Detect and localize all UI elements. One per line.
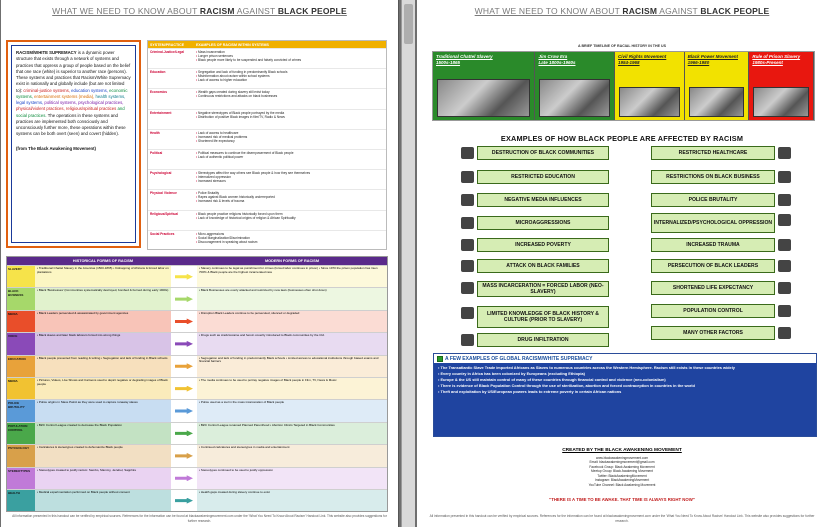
arrow-shape	[175, 363, 193, 369]
history-row	[7, 265, 387, 287]
era-caption	[752, 54, 800, 66]
modern-form: • Drugs such as crack/cocaine and heroin covertly introduced to Black communities by the CIA	[197, 333, 387, 354]
contact-line: www.blackawakeningmovement.com	[595, 456, 649, 460]
history-label: HEALTH	[7, 490, 35, 511]
contact-line: Email: blackawakeningmovement@gmail.com	[589, 460, 655, 465]
page-two-footer: All information presented in this handout can be verified by empirical sources. References for the information can be found at blackawakeningmovement.com under the 'What You Need To Know About Racism' Handout Link. This website also provides suggestions for further research.	[429, 514, 815, 523]
era-name: Civil Rights Movement	[618, 54, 667, 59]
page-title-2	[417, 6, 827, 16]
historical-form: • Black slaves and later black laborers forced into wrong things	[35, 333, 171, 354]
practice-examples	[194, 89, 386, 108]
title-black-people: BLACK PEOPLE	[277, 6, 347, 16]
effect-icon	[461, 282, 474, 294]
timeline-era	[615, 52, 685, 120]
global-item: • The Transatlantic Slave Trade imported Africans as Slaves to numerous countries across the Western Hemisphere. Racism still exists in these countries widely	[438, 365, 735, 370]
effect-icon	[461, 147, 474, 159]
history-row	[7, 377, 387, 399]
historical-form: • Birth Control League created to decrease the Black Population	[35, 423, 171, 444]
practice-example: • Stereotypes affect the way others see Black people & how they see themselves	[196, 171, 384, 175]
practice-name: Economics	[150, 90, 168, 95]
practice-example: • Misinformation about racism within school systems	[196, 74, 384, 78]
modern-form: • Segregation and lack of funding in predominantly Black schools • Limited access to educational institutions through biased exams and financial barriers	[197, 356, 387, 377]
page-one-footer: All information presented in this handout can be verified by empirical sources. References for the information can be found at blackawakeningmovement.com under the 'What You Need To Know About Racism' Handout Link. This website also provides suggestions for further research.	[12, 514, 387, 523]
historical-form: • Police origins in Slave Patrol as they were used to capture runaway slaves	[35, 400, 171, 421]
effect-left: NEGATIVE MEDIA INFLUENCES	[477, 193, 609, 207]
practice-example: • Shortened life expectancy	[196, 139, 384, 143]
practice-physical: physical/violent practices,	[16, 106, 65, 112]
creators-title: CREATED BY THE BLACK AWAKENING MOVEMENT	[562, 448, 682, 453]
historical-form: • Caricatures & stereotypes created to dehumanize Black people	[35, 445, 171, 466]
arrow-icon	[171, 266, 197, 287]
history-label: STEREOTYPES	[7, 468, 35, 489]
practice-example: • Wealth gaps created during slavery still exist today	[196, 90, 384, 94]
era-caption	[538, 54, 575, 66]
practice-example: • Police Brutality	[196, 191, 384, 195]
era-caption	[618, 54, 666, 66]
effect-icon	[778, 171, 791, 183]
title-mid: AGAINST	[234, 6, 278, 16]
practice-example: • Increased stressors	[196, 179, 384, 183]
history-row	[7, 422, 387, 444]
modern-form: • Slavery continues to be legal as punishment for crimes (forced labor continues in prison) • Since 1970 the prison population has risen 700% & Black people are the highest incarcerated race	[197, 266, 387, 287]
global-title: A FEW EXAMPLES OF GLOBAL RACISM/WHITE SUPREMACY	[445, 355, 593, 362]
effect-icon	[461, 334, 474, 346]
contact-line: Meetup Group: Black Awakening Movement	[591, 469, 653, 474]
system-political: political systems,	[43, 100, 77, 106]
effect-right: PERSECUTION OF BLACK LEADERS	[651, 259, 775, 273]
system-legal: legal systems,	[16, 100, 44, 106]
practice-religious: religious/spiritual practices	[64, 106, 117, 112]
practice-example: • Lack of authentic political power	[196, 155, 384, 159]
global-item: • Every country in Africa has been colonized by Europeans (excluding Ethiopia)	[438, 371, 585, 377]
history-label: BLACK BUSINESS	[7, 288, 35, 309]
title-racism-2: RACISM	[622, 6, 658, 16]
practices-header-system: SYSTEM/PRACTICE	[150, 42, 185, 47]
effect-right: SHORTENED LIFE EXPECTANCY	[651, 281, 775, 295]
practice-example: • Segregation and lack of funding in predominantly Black schools	[196, 70, 384, 74]
title-black-people-2: BLACK PEOPLE	[700, 6, 770, 16]
history-label: POLICE BRUTALITY	[7, 400, 35, 421]
arrow-icon	[171, 288, 197, 309]
arrow-shape	[175, 296, 193, 302]
era-name: Black Power Movement	[687, 54, 738, 59]
effect-right: POPULATION CONTROL	[651, 304, 775, 318]
history-label: EDUCATION	[7, 356, 35, 377]
historical-form: • Black 'Businesses' (Communities systematically destroyed, bombed & burned during early 1900s)	[35, 288, 171, 309]
history-table	[6, 256, 388, 512]
effect-icon	[778, 239, 791, 251]
era-photo	[539, 79, 610, 117]
modern-form: • Disruption Black Leaders continue to be persecuted, silenced or degraded	[197, 311, 387, 332]
practice-row	[148, 189, 386, 209]
contact-line: Twitter: BlackAwakeningMovement	[597, 473, 647, 478]
practice-examples	[194, 49, 386, 68]
arrow-shape	[175, 475, 193, 481]
page-one	[1, 0, 399, 527]
global-item: • Europe & the US still maintain control of many of these countries through financial control and violence (neo-colonialism)	[438, 377, 666, 383]
history-row	[7, 332, 387, 354]
practice-example: • Distribution of positive Black images in film/TV, Radio & News	[196, 115, 384, 119]
history-label: MEDIA	[7, 378, 35, 399]
effect-icon	[778, 327, 791, 339]
effect-right: INTERNALIZED/PSYCHOLOGICAL OPPRESSION	[651, 213, 775, 233]
practice-example: • Micro-aggressions	[196, 232, 384, 236]
practice-example: • Political measures to continue the disempowerment of Black people	[196, 151, 384, 155]
historical-form: • Pictures, Videos, Live Shows and Cartoons used to depict negative or degrading images of Black people	[35, 378, 171, 399]
practice-name: Political	[150, 150, 163, 155]
practice-example: • Lack of access to healthcare	[196, 131, 384, 135]
history-row	[7, 310, 387, 332]
system-health: health systems,	[94, 93, 126, 99]
scroll-thumb[interactable]	[404, 4, 413, 44]
practice-examples	[194, 130, 386, 149]
effect-left: DESTRUCTION OF BLACK COMMUNITIES	[477, 146, 609, 160]
modern-form: • Health gaps created during slavery continue to exist	[197, 490, 387, 511]
timeline-era	[535, 52, 615, 120]
checkbox-icon	[437, 356, 443, 362]
era-name: Jim Crow Era	[538, 54, 568, 59]
modern-form: • The media continues to be used to portray negative images of Black people in Film, TV, News & Music	[197, 378, 387, 399]
historical-form: • Traditional Chattel Slavery in the Americas (1500-1865) • Kidnapping of Africans & forced labor on plantations	[35, 266, 171, 287]
effect-left: ATTACK ON BLACK FAMILIES	[477, 259, 609, 273]
effect-right: POLICE BRUTALITY	[651, 193, 775, 207]
arrow-shape	[175, 453, 193, 459]
effect-icon	[461, 171, 474, 183]
era-years: Late 1800s-1960s	[538, 59, 576, 65]
historical-form: • Stereotypes created to justify racism: Sambo, Mammy, Jezebel, Sapphire	[35, 468, 171, 489]
era-photo	[619, 87, 680, 117]
era-years: 1500s-1865	[436, 59, 461, 65]
modern-form: • Birth Control League renamed Planned Parenthood • Abortion Clinics Targeted in Black Communities	[197, 423, 387, 444]
definition-body: is a dynamic power structure that exists through a network of systems and practices that oppress a group of people based on the belief that one race (white) is superior to another race (persons). These systems and practices that Racism/White Supremacy exist in nationally and globally include (but are not limited to):	[16, 50, 131, 93]
era-name: Rule of Prison Slavery	[752, 54, 801, 59]
timeline-title: A BRIEF TIMELINE OF RACIAL HISTORY IN THE US	[578, 44, 666, 48]
arrow-icon	[171, 356, 197, 377]
effect-icon	[461, 239, 474, 251]
contact-line: Instagram: BlackAwakeningMovement	[594, 478, 650, 483]
arrow-icon	[171, 445, 197, 466]
effect-left: MICROAGGRESSIONS	[477, 216, 609, 230]
practice-examples	[194, 150, 386, 169]
history-row	[7, 444, 387, 466]
modern-form: • Continued caricatures and stereotypes in media and entertainment	[197, 445, 387, 466]
practice-example: • Lack of knowledge of historical origins of religion & African Spirituality	[196, 216, 384, 220]
history-row	[7, 399, 387, 421]
practice-row	[148, 48, 386, 68]
practice-psychological: psychological practices,	[76, 100, 124, 106]
arrow-icon	[171, 378, 197, 399]
modern-form: • Black Businesses are overly attacked and restricted by new laws (businesses often shut down)	[197, 288, 387, 309]
timeline-era	[433, 52, 535, 120]
timeline-era	[749, 52, 814, 120]
era-years: 1966-1980	[687, 59, 710, 65]
definition-source: (from The Black Awakening Movement)	[16, 145, 96, 151]
historical-form: • Black Leaders persecuted & assassinated by government agencies	[35, 311, 171, 332]
practice-name: Criminal-Justice/Legal	[150, 50, 185, 54]
practice-examples	[194, 69, 386, 88]
practice-example: • Discouragement in speaking about racism	[196, 240, 384, 244]
definition-term: RACISM/WHITE SUPREMACY	[16, 50, 77, 55]
definition-body-2: The operations in these systems and practices are implemented both consciously and unconsciously further more, these operations within these systems can be both overt (seen) and covert (hidden).	[16, 112, 126, 137]
history-label: VOICE	[7, 333, 35, 354]
effect-right: INCREASED TRAUMA	[651, 238, 775, 252]
system-criminal: criminal-justice systems,	[23, 87, 70, 93]
history-row	[7, 489, 387, 511]
era-photo	[437, 79, 530, 117]
global-racism-box	[433, 353, 817, 437]
practice-example: • Negative stereotypes of Black people portrayed by the media	[196, 111, 384, 115]
era-caption	[436, 54, 493, 66]
system-entertainment: entertainment systems (media),	[32, 93, 95, 99]
history-header-modern: MODERN FORMS OF RACISM	[197, 257, 387, 265]
title-prefix: WHAT WE NEED TO KNOW ABOUT	[52, 6, 200, 16]
practice-example: • Longer prison sentences	[196, 54, 384, 58]
arrow-icon	[171, 423, 197, 444]
practice-social: and social practices.	[16, 106, 125, 118]
effect-icon	[778, 260, 791, 272]
era-photo	[689, 87, 745, 117]
effect-left: MASS INCARCERATION = FORCED LABOR (NEO-SLAVERY)	[477, 281, 609, 297]
effect-icon	[461, 260, 474, 272]
practice-name: Education	[150, 70, 166, 75]
history-row	[7, 467, 387, 489]
practice-example: • Social Marginalization/Discrimination	[196, 236, 384, 240]
effect-icon	[461, 194, 474, 206]
effect-right: MANY OTHER FACTORS	[651, 326, 775, 340]
title-racism: RACISM	[199, 6, 235, 16]
practice-row	[148, 68, 386, 88]
practice-row	[148, 88, 386, 108]
practice-example: • Increased risk & levels of trauma	[196, 199, 384, 203]
closing-quote: "THERE IS A TIME TO BE AWAKE. THAT TIME IS ALWAYS RIGHT NOW"	[549, 497, 695, 502]
page-two	[417, 0, 827, 527]
practice-examples	[194, 170, 386, 189]
history-header-historical: HISTORICAL FORMS OF RACISM	[35, 257, 171, 265]
modern-form: • Police used as a tool in the mass incarceration of Black people	[197, 400, 387, 421]
arrow-shape	[175, 274, 193, 280]
arrow-shape	[175, 341, 193, 347]
arrow-icon	[171, 400, 197, 421]
effect-right: RESTRICTIONS ON BLACK BUSINESS	[651, 170, 775, 184]
page-title	[1, 6, 398, 16]
effect-icon	[778, 214, 791, 226]
practice-name: Psychological	[150, 171, 172, 176]
arrow-shape	[175, 430, 193, 436]
history-row	[7, 355, 387, 377]
practice-example: • Internalized oppression	[196, 175, 384, 179]
practice-row	[148, 109, 386, 129]
contact-info	[417, 456, 827, 487]
practice-row	[148, 149, 386, 169]
title-mid-2: AGAINST	[657, 6, 701, 16]
page-divider-scrollbar[interactable]	[401, 0, 415, 527]
effect-right: RESTRICTED HEALTHCARE	[651, 146, 775, 160]
effects-title: EXAMPLES OF HOW BLACK PEOPLE ARE AFFECTED BY RACISM	[500, 134, 744, 143]
historical-form: • Medical experimentation performed on Black people without consent	[35, 490, 171, 511]
effect-left: RESTRICTED EDUCATION	[477, 170, 609, 184]
history-label: PSYCHOLOGY	[7, 445, 35, 466]
arrow-icon	[171, 490, 197, 511]
effect-icon	[778, 282, 791, 294]
practice-example: • Lack of access to higher education	[196, 78, 384, 82]
definition-box	[6, 40, 141, 248]
practice-row	[148, 210, 386, 230]
effect-icon	[778, 305, 791, 317]
practice-example: • Mass incarceration	[196, 50, 384, 54]
arrow-icon	[171, 311, 197, 332]
arrow-icon	[171, 333, 197, 354]
practice-row	[148, 129, 386, 149]
effect-left: INCREASED POVERTY	[477, 238, 609, 252]
practice-example: • Black people practice religions historically forced upon them	[196, 212, 384, 216]
era-name: Traditional Chattel Slavery	[436, 54, 493, 59]
practice-name: Health	[150, 130, 160, 135]
timeline-era	[685, 52, 750, 120]
practices-table	[147, 40, 387, 250]
practice-examples	[194, 190, 386, 209]
practice-example: • Rapes against Black women historically underreported	[196, 195, 384, 199]
history-label: SLAVERY	[7, 266, 35, 287]
practice-examples	[194, 211, 386, 230]
system-education: education systems,	[69, 87, 108, 93]
effect-left: LIMITED KNOWLEDGE OF BLACK HISTORY & CULTURE (PRIOR TO SLAVERY)	[477, 306, 609, 328]
arrow-shape	[175, 408, 193, 414]
contact-line: YouTube Channel: Black Awakening Movement	[588, 482, 656, 487]
era-years: 1980s-Present	[752, 59, 783, 65]
arrow-shape	[175, 386, 193, 392]
practice-name: Entertainment	[150, 110, 172, 115]
practice-example: • Increased risk of medical problems	[196, 135, 384, 139]
practice-example: • Black people more likely to be suspended and falsely convicted of crimes	[196, 58, 384, 62]
modern-form: • Stereotypes continued to be used to justify oppression	[197, 468, 387, 489]
title-prefix-2: WHAT WE NEED TO KNOW ABOUT	[474, 6, 623, 16]
timeline	[432, 51, 815, 121]
era-photo	[753, 87, 809, 117]
practice-examples	[194, 110, 386, 129]
history-row	[7, 287, 387, 309]
arrow-icon	[171, 468, 197, 489]
era-caption	[688, 54, 738, 66]
history-label: POPULATION CONTROL	[7, 423, 35, 444]
effect-icon	[461, 307, 474, 319]
practice-name: Religious/Spiritual	[150, 211, 178, 216]
practice-row	[148, 169, 386, 189]
practice-examples	[194, 231, 386, 250]
arrow-shape	[175, 498, 193, 504]
global-item: • Theft and exploitation by US/European powers leads to extreme poverty in certain African nations	[438, 389, 622, 395]
practice-name: Social Practices	[150, 231, 175, 236]
practice-example: • Continuous restrictions and attacks on black businesses	[196, 94, 384, 98]
effect-icon	[461, 217, 474, 229]
historical-form: • Black people prevented from reading & writing • Segregation and lack of funding in Black schools	[35, 356, 171, 377]
system-economic: economic systems,	[16, 87, 128, 99]
global-item: • There is evidence of Black Population Control through the use of sterilization, abortion and forced contraception in countries in the world	[438, 383, 695, 389]
effect-icon	[778, 147, 791, 159]
arrow-shape	[175, 318, 193, 324]
practice-name: Physical Violence	[150, 191, 177, 196]
history-label: MEDIA	[7, 311, 35, 332]
practice-row	[148, 230, 386, 250]
contact-line: Facebook Group: Black Awakening Movement	[589, 464, 655, 469]
era-years: 1954-1968	[618, 59, 640, 65]
practices-header-examples: EXAMPLES OF RACISM WITHIN SYSTEMS	[196, 42, 269, 47]
effect-left: DRUG INFILTRATION	[477, 333, 609, 347]
effect-icon	[778, 194, 791, 206]
